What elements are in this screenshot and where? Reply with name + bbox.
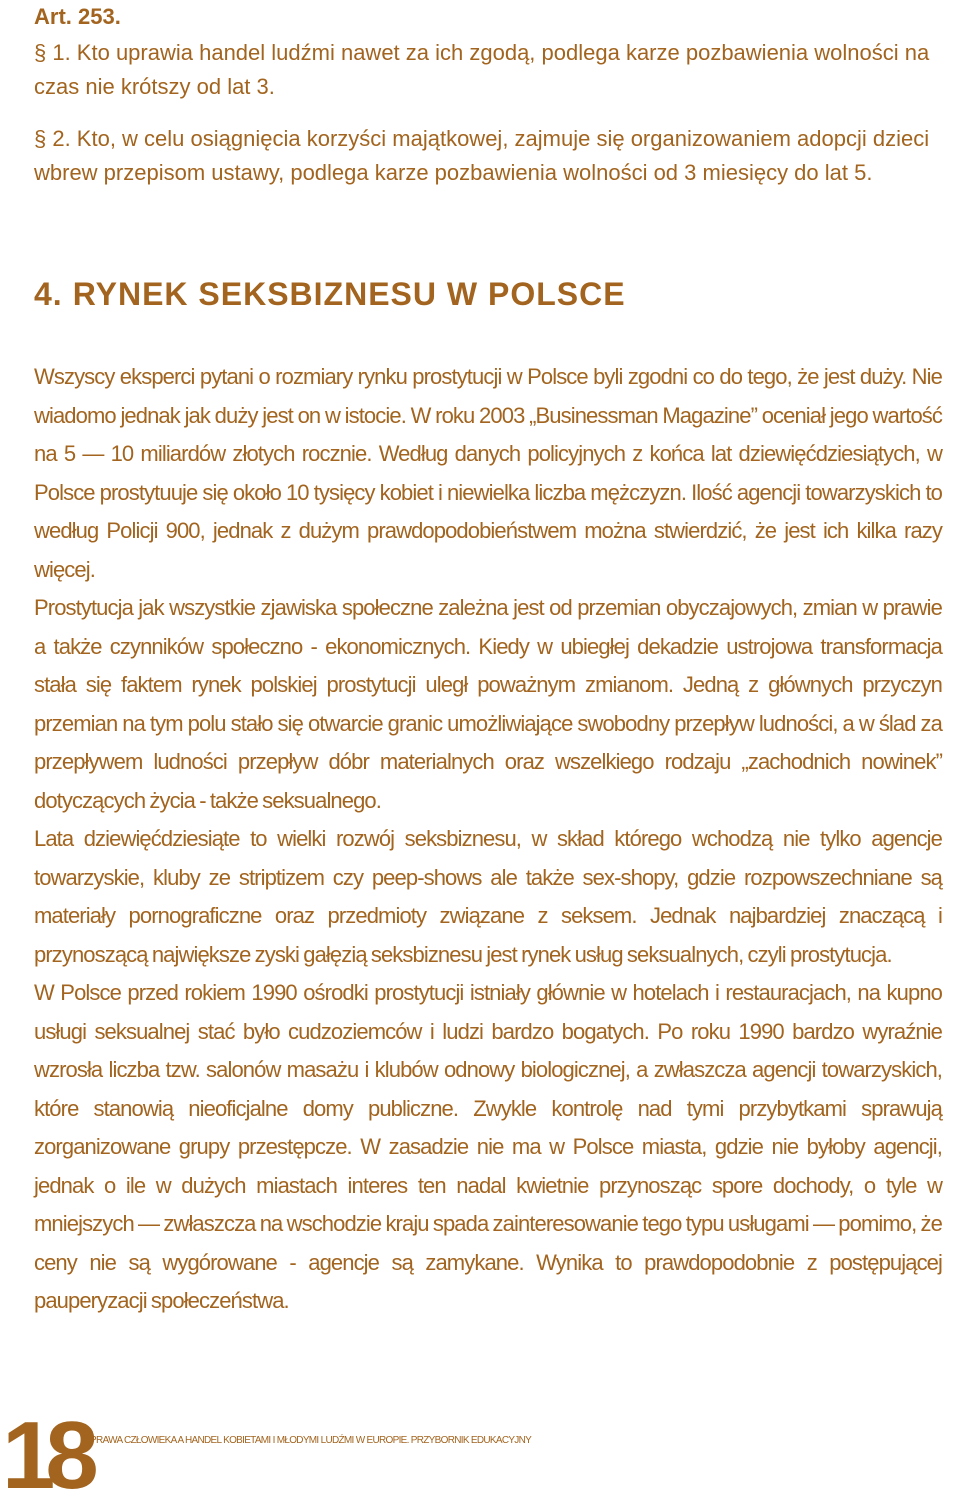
section-number: 4. xyxy=(34,276,63,312)
body-paragraph-1: Wszyscy eksperci pytani o rozmiary rynku prostytucji w Polsce byli zgodni co do tego, że jest duży. Nie wiadomo jednak jak duży jest on w istocie. W roku 2003 „Businessman Magazine” oceniał jego wartość na 5 — 10 miliardów złotych rocznie. Według danych policyjnych z końca lat dziewięćdziesiątych, w Polsce prostytuuje się około 10 tysięcy kobiet i niewielka liczba mężczyzn. Ilość agencji towarzyskich to według Policji 900, jednak z dużym prawdopodobieństwem można stwierdzić, że jest ich kilka razy więcej. xyxy=(34,364,942,582)
body-paragraph-3: Lata dziewięćdziesiąte to wielki rozwój seksbiznesu, w skład którego wchodzą nie tylko agencje towarzyskie, kluby ze striptizem czy peep-shows ale także sex-shopy, gdzie rozpowszechniane są materiały pornograficzne oraz przedmioty związane z seksem. Jednak najbardziej znaczącą i przynoszącą największe zyski gałęzią seksbiznesu jest rynek usług seksualnych, czyli prostytucja. xyxy=(34,826,942,967)
article-paragraph-2: § 2. Kto, w celu osiągnięcia korzyści majątkowej, zajmuje się organizowaniem adopcji dzieci wbrew przepisom ustawy, podlega karze pozbawienia wolności od 3 miesięcy do lat 5. xyxy=(34,126,930,185)
body-paragraph-4: W Polsce przed rokiem 1990 ośrodki prostytucji istniały głównie w hotelach i restauracjach, na kupno usługi seksualnej stać było cudzoziemców i ludzi bardzo bogatych. Po roku 1990 bardzo wyraźnie wzrosła liczba tzw. salonów masażu i klubów odnowy biologicznej, a zwłaszcza agencji towarzyskich, które stanowią nieoficjalne domy publiczne. Zwykle kontrolę nad tymi przybytkami sprawują zorganizowane grupy przestępcze. W zasadzie nie ma w Polsce miasta, gdzie nie byłoby agencji, jednak o ile w dużych miastach interes ten nadal kwietnie przynosząc spore dochody, o tyle w mniejszych — zwłaszcza na wschodzie kraju spada zainteresowanie tego typu usługami — pomimo, że ceny nie są wygórowane - agencje są zamykane. Wynika to prawdopodobnie z postępującej pauperyzacji społeczeństwa. xyxy=(34,980,942,1313)
body-paragraph-2: Prostytucja jak wszystkie zjawiska społeczne zależna jest od przemian obyczajowych, zmian w prawie a także czynników społeczno - ekonomicznych. Kiedy w ubiegłej dekadzie ustrojowa transformacja stała się faktem rynek polskiej prostytucji uległ poważnym zmianom. Jedną z głównych przyczyn przemian na tym polu stało się otwarcie granic umożliwiające swobodny przepływ ludności, a w ślad za przepływem ludności przepływ dóbr materialnych oraz wszelkiego rodzaju „zachodnich nowinek” dotyczących życia - także seksualnego. xyxy=(34,595,942,813)
article-heading: Art. 253. xyxy=(34,4,121,29)
page-number: 18 xyxy=(2,1402,89,1509)
section-body xyxy=(34,358,942,1321)
article-paragraph-1: § 1. Kto uprawia handel ludźmi nawet za ich zgodą, podlega karze pozbawienia wolności na czas nie krótszy od lat 3. xyxy=(34,40,930,99)
running-footer-title: PRAWA CZŁOWIEKA A HANDEL KOBIETAMI I MŁODYMI LUDŹMI W EUROPIE. PRZYBORNIK EDUKACYJNY xyxy=(90,1435,532,1446)
section-title: RYNEK SEKSBIZNESU W POLSCE xyxy=(72,276,626,312)
section-heading xyxy=(34,272,942,316)
